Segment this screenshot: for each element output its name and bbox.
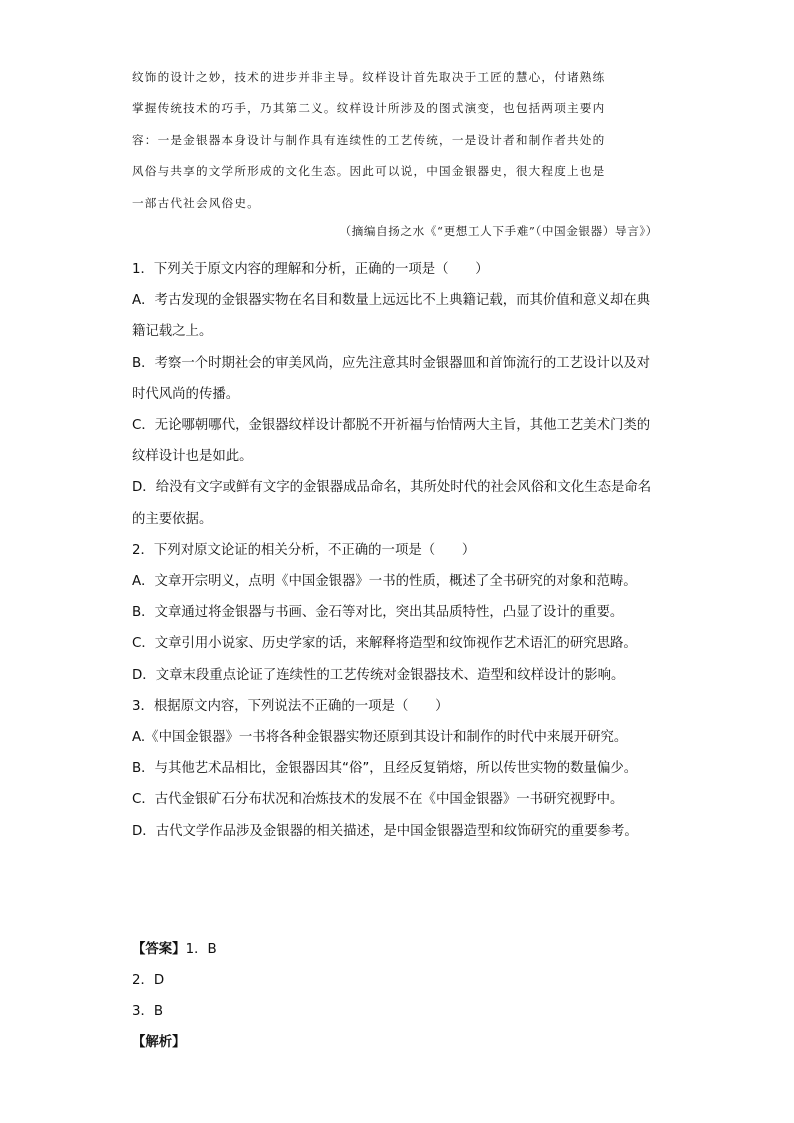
- option-d: D．古代文学作品涉及金银器的相关描述，是中国金银器造型和纹饰研究的重要参考。: [132, 823, 638, 839]
- passage-line: 一部古代社会风俗史。: [132, 195, 260, 210]
- analysis-label: 【解析】: [132, 1035, 186, 1050]
- answer-1: 1．B: [185, 942, 217, 957]
- passage-line: 纹饰的设计之妙，技术的进步并非主导。纹样设计首先取决于工匠的慧心，付诸熟练: [132, 70, 606, 84]
- option-b: B．考察一个时期社会的审美风尚，应先注意其时金银器皿和首饰流行的工艺设计以及对时代风尚的传播。: [132, 355, 651, 402]
- option-a: A．考古发现的金银器实物在名目和数量上远远比不上典籍记载，而其价值和意义却在典籍记载之上。: [132, 293, 651, 340]
- question-stem: 3．根据原文内容，下列说法不正确的一项是（ ）: [132, 698, 449, 714]
- answer-2: 2．D: [132, 973, 165, 988]
- question-list: [132, 254, 662, 847]
- question-2: [132, 535, 662, 691]
- passage-line: 掌握传统技术的巧手，乃其第二义。纹样设计所涉及的图式演变，也包括两项主要内: [132, 101, 606, 116]
- option-a: A.《中国金银器》一书将各种金银器实物还原到其设计和制作的时代中来展开研究。: [132, 730, 628, 746]
- option-b: B．与其他艺术品相比，金银器因其“俗”，且经反复销熔，所以传世实物的数量偏少。: [132, 761, 638, 777]
- option-d: D．给没有文字或鲜有文字的金银器成品命名，其所处时代的社会风俗和文化生态是命名的主要依据。: [132, 480, 652, 527]
- option-d: D．文章末段重点论证了连续性的工艺传统对金银器技术、造型和纹样设计的影响。: [132, 667, 625, 683]
- question-1: [132, 254, 662, 535]
- question-3: [132, 691, 662, 847]
- passage-line: 容：一是金银器本身设计与制作具有连续性的工艺传统，一是设计者和制作者共处的: [132, 132, 606, 147]
- answer-label: 【答案】: [132, 942, 186, 957]
- passage-source: （摘编自扬之水《“更想工人下手难”（中国金银器）导言》）: [339, 224, 658, 238]
- answer-line-1: [132, 934, 662, 965]
- question-stem: 2．下列对原文论证的相关分析，不正确的一项是（ ）: [132, 542, 476, 558]
- option-b: B．文章通过将金银器与书画、金石等对比，突出其品质特性，凸显了设计的重要。: [132, 605, 624, 621]
- option-c: C．无论哪朝哪代，金银器纹样设计都脱不开祈福与怡情两大主旨，其他工艺美术门类的纹样设计也是如此。: [132, 418, 651, 465]
- answer-3: 3．B: [132, 1004, 164, 1019]
- option-a: A．文章开宗明义，点明《中国金银器》一书的性质，概述了全书研究的对象和范畴。: [132, 574, 637, 590]
- passage-line: 风俗与共享的文学所形成的文化生态。因此可以说，中国金银器史，很大程度上也是: [132, 164, 606, 179]
- answer-section: [132, 934, 662, 1058]
- question-stem: 1．下列关于原文内容的理解和分析，正确的一项是（ ）: [132, 262, 489, 277]
- passage-text: [132, 62, 660, 219]
- option-c: C．古代金银矿石分布状况和冶炼技术的发展不在《中国金银器》一书研究视野中。: [132, 792, 624, 808]
- option-c: C．文章引用小说家、历史学家的话，来解释将造型和纹饰视作艺术语汇的研究思路。: [132, 636, 637, 652]
